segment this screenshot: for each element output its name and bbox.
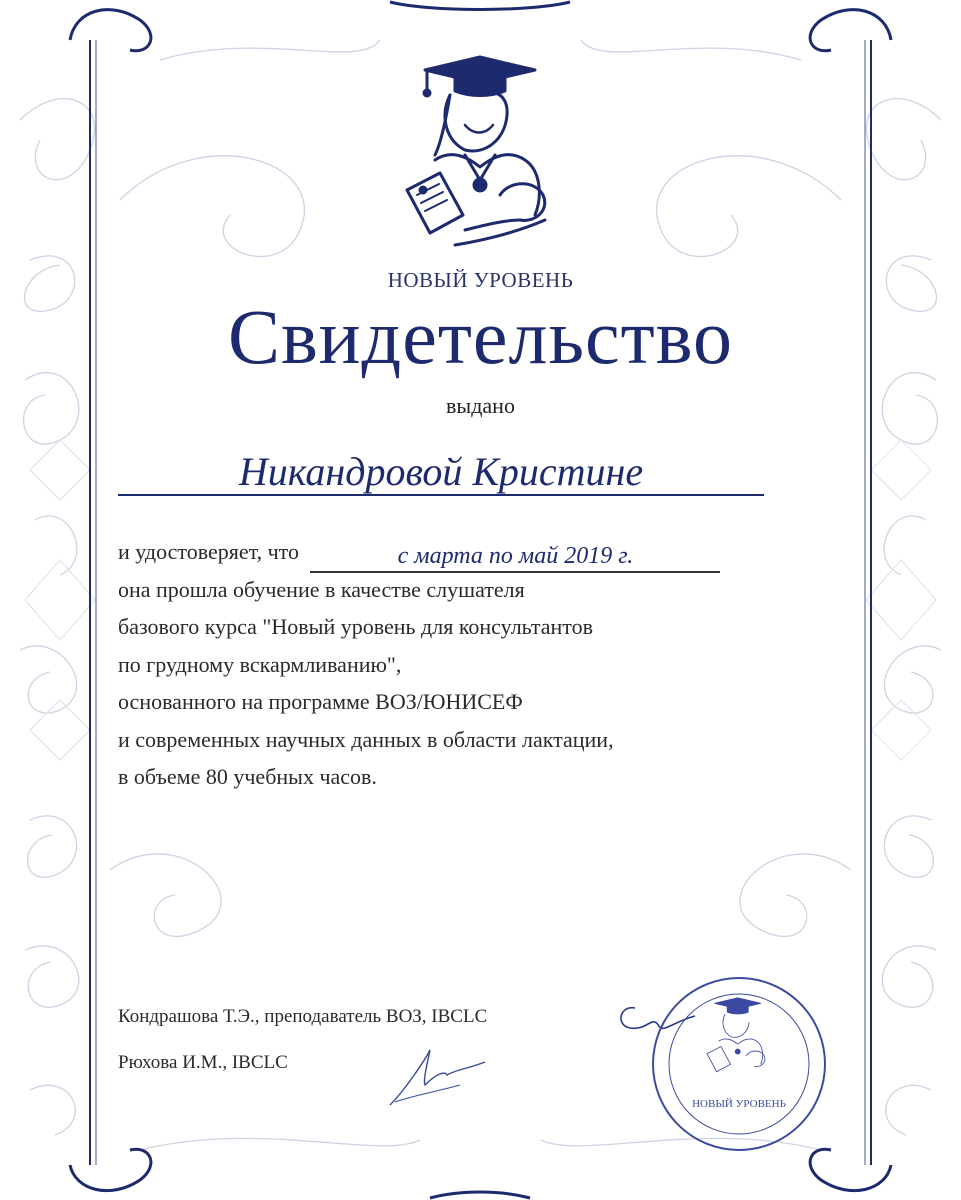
stamp-label: НОВЫЙ УРОВЕНЬ — [692, 1098, 786, 1110]
stamp-seal-icon — [650, 975, 828, 1153]
body-line: базового курса "Новый уровень для консультантов — [118, 614, 593, 639]
graduate-mother-logo-icon — [395, 55, 565, 255]
issued-label: выдано — [446, 393, 515, 418]
recipient-name: Никандровой Кристине — [238, 449, 644, 494]
body-line: она прошла обучение в качестве слушателя — [118, 576, 525, 602]
period-text: с марта по май 2019 г. — [397, 542, 634, 569]
name-underline — [118, 494, 764, 496]
body-line: основанного на программе ВОЗ/ЮНИСЕФ — [118, 689, 523, 714]
body-line: и современных научных данных в области лактации, — [118, 726, 614, 752]
period-underline — [310, 571, 720, 573]
signer-1: Кондрашова Т.Э., преподаватель ВОЗ, IBCLC — [118, 1006, 488, 1027]
certifies-line — [118, 533, 720, 571]
organization-name: НОВЫЙ УРОВЕНЬ — [387, 268, 574, 292]
signer-2: Рюхова И.М., IBCLC — [118, 1052, 288, 1073]
period-field — [310, 541, 720, 571]
body-line: по грудному вскармливанию", — [118, 651, 402, 677]
certificate-title: Свидетельство — [227, 293, 734, 380]
certificate-body — [118, 533, 720, 796]
body-line: в объеме 80 учебных часов. — [118, 764, 377, 789]
certifies-prefix: и удостоверяет, что — [118, 539, 299, 564]
signature-scribble — [385, 1040, 495, 1110]
